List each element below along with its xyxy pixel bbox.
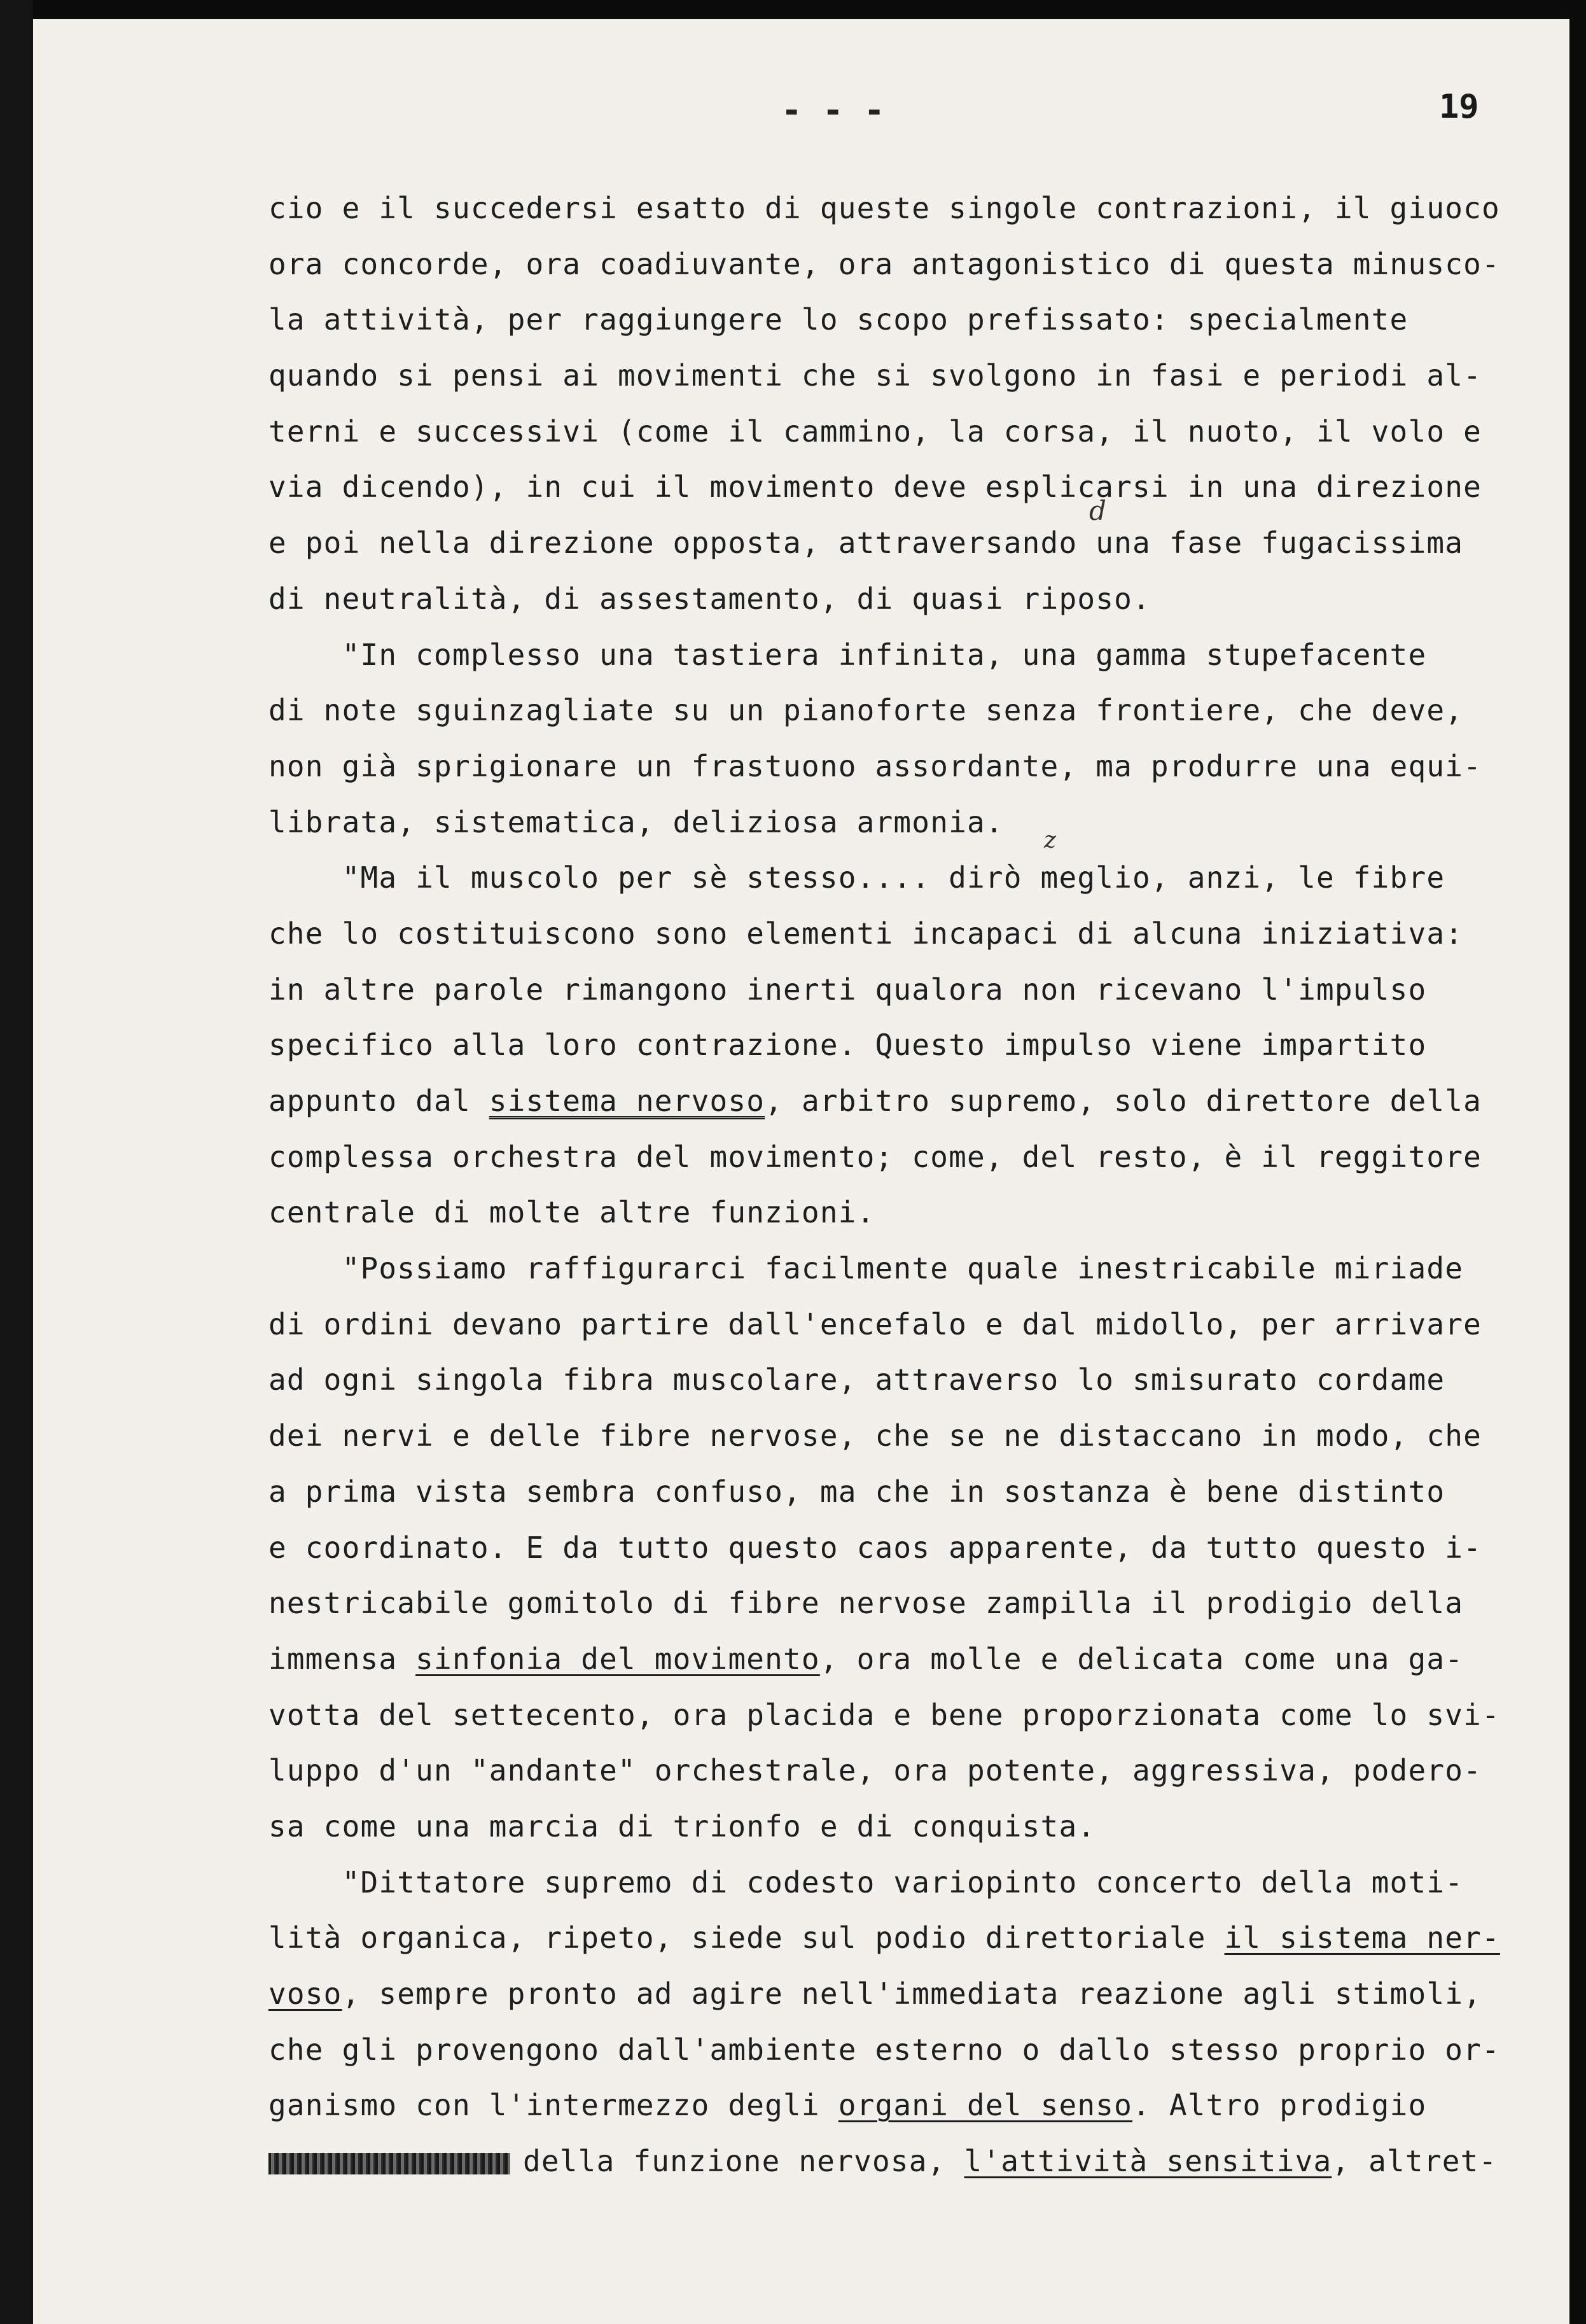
header-center-mark: - - - [781, 90, 885, 130]
text-segment: appunto dal [268, 1084, 489, 1118]
text-segment: immensa [268, 1641, 416, 1676]
text-line: luppo d'un "andante" orchestrale, ora potente, aggressiva, podero- [268, 1753, 1482, 1788]
underlined-term: sistema nervoso [489, 1084, 765, 1118]
underlined-term: organi del senso [838, 2088, 1133, 2123]
text-segment: . Altro prodigio [1132, 2088, 1427, 2123]
text-line: votta del settecento, ora placida e bene proporzionata come lo svi- [268, 1697, 1500, 1732]
underlined-term: voso [268, 1977, 342, 2011]
text-line: "Dittatore supremo di codesto variopinto concerto della moti- [268, 1865, 1464, 1900]
page-number: 19 [1439, 88, 1479, 126]
text-line [268, 1074, 1573, 1130]
text-segment: ganismo con l'intermezzo degli [268, 2088, 838, 2123]
text-line: dei nervi e delle fibre nervose, che se ne distaccano in modo, che [268, 1418, 1482, 1453]
text-line [268, 1910, 1573, 1966]
text-line [268, 1632, 1573, 1688]
text-segment: lità organica, ripeto, siede sul podio direttoriale [268, 1921, 1225, 1956]
text-line: ad ogni singola fibra muscolare, attraverso lo smisurato cordame [268, 1362, 1445, 1397]
text-line: ora concorde, ora coadiuvante, ora antagonistico di questa minusco- [268, 246, 1500, 281]
text-line: a prima vista sembra confuso, ma che in sostanza è bene distinto [268, 1474, 1445, 1509]
scan-border-top [0, 0, 1586, 19]
handwritten-correction-z: z [1044, 827, 1056, 853]
underlined-term: l'attività sensitiva [964, 2144, 1332, 2179]
handwritten-correction-d: d [1089, 495, 1106, 526]
text-segment: , sempre pronto ad agire nell'immediata reazione agli stimoli, [342, 1977, 1482, 2011]
underlined-term: il sistema ner- [1224, 1921, 1500, 1956]
text-segment: della funzione nervosa, [523, 2144, 964, 2179]
text-line: terni e successivi (come il cammino, la corsa, il nuoto, il volo e [268, 414, 1482, 449]
text-segment: , altret- [1332, 2144, 1498, 2179]
text-line: di note sguinzagliate su un pianoforte senza frontiere, che deve, [268, 693, 1464, 728]
text-line: non già sprigionare un frastuono assordante, ma produrre una equi- [268, 748, 1482, 783]
text-line: quando si pensi ai movimenti che si svolgono in fasi e periodi al- [268, 358, 1482, 393]
text-line: "Ma il muscolo per sè stesso.... dirò meglio, anzi, le fibre [268, 860, 1445, 895]
text-line: complessa orchestra del movimento; come, del resto, è il reggitore [268, 1139, 1482, 1174]
text-line: cio e il succedersi esatto di queste singole contrazioni, il giuoco [268, 191, 1500, 225]
text-line [268, 2134, 1573, 2190]
text-line: sa come una marcia di trionfo e di conquista. [268, 1809, 1096, 1844]
text-line [268, 1966, 1573, 2022]
text-line: specifico alla loro contrazione. Questo impulso viene impartito [268, 1028, 1427, 1063]
text-line: e coordinato. E da tutto questo caos apparente, da tutto questo i- [268, 1530, 1482, 1565]
text-segment: , ora molle e delicata come una ga- [819, 1641, 1464, 1676]
text-line: "Possiamo raffigurarci facilmente quale inestricabile miriade [268, 1251, 1464, 1286]
text-line: in altre parole rimangono inerti qualora non ricevano l'impulso [268, 972, 1427, 1007]
underlined-term: sinfonia del movimento [415, 1641, 820, 1676]
text-line: librata, sistematica, deliziosa armonia. [268, 804, 1004, 839]
struck-out-word [268, 2153, 510, 2174]
text-line: di ordini devano partire dall'encefalo e dal midollo, per arrivare [268, 1306, 1482, 1341]
text-line: nestricabile gomitolo di fibre nervose zampilla il prodigio della [268, 1586, 1464, 1621]
text-segment: , arbitro supremo, solo direttore della [765, 1084, 1482, 1118]
text-line [268, 2078, 1573, 2134]
text-line: centrale di molte altre funzioni. [268, 1195, 875, 1230]
text-line: che gli provengono dall'ambiente esterno o dallo stesso proprio or- [268, 2032, 1500, 2067]
text-line: e poi nella direzione opposta, attraversando una fase fugacissima [268, 526, 1464, 561]
text-line: "In complesso una tastiera infinita, una gamma stupefacente [268, 637, 1427, 672]
text-line: la attività, per raggiungere lo scopo prefissato: specialmente [268, 302, 1409, 337]
text-line: via dicendo), in cui il movimento deve esplicarsi in una direzione [268, 470, 1482, 505]
text-line: di neutralità, di assestamento, di quasi riposo. [268, 581, 1151, 616]
scan-border-left [0, 0, 33, 2324]
text-line: che lo costituiscono sono elementi incapaci di alcuna iniziativa: [268, 916, 1464, 951]
page-header [0, 76, 1586, 146]
typed-text-body [268, 181, 1573, 2190]
